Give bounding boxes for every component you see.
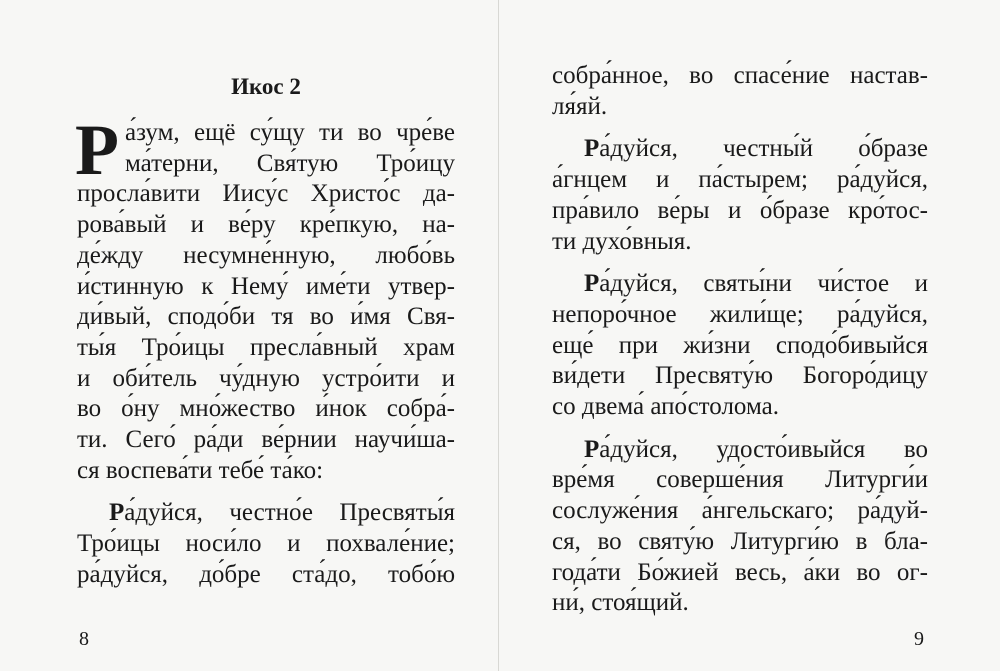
text-line: еще́ при жи́зни сподо́бивыйся: [552, 331, 928, 359]
initial-letter: Р: [584, 435, 600, 463]
text-line: года́ти Бо́жией весь, а́ки во ог-: [552, 558, 928, 586]
text-line: ля́яй.: [552, 92, 608, 120]
text-line: вре́мя соверше́ния Литурги́и: [552, 466, 928, 494]
text-line: ти духо́вныя.: [552, 227, 692, 255]
text-line: и оби́тель чу́дную устро́ити и: [77, 364, 455, 392]
right-text-column: [552, 61, 928, 631]
text-line: непоро́чное жили́ще; ра́дуйся,: [552, 300, 928, 328]
text-line: ты́я Тро́ицы пресла́вный храм: [77, 333, 455, 361]
text-line: со двема́ апо́столома.: [552, 393, 779, 421]
text-line: ти. Сего́ ра́ди ве́рнии научи́ша-: [77, 426, 455, 454]
left-text-column: [75, 110, 455, 603]
text-line: ви́дети Пресвяту́ю Богоро́дицу: [552, 362, 928, 390]
text-line: ра́дуйся, до́бре ста́до, тобо́ю: [77, 560, 455, 588]
page-number: 8: [79, 628, 89, 650]
text-line: ся, во святу́ю Литурги́ю в бла-: [552, 527, 928, 555]
text-line: ни́, стоя́щий.: [552, 589, 689, 617]
text-line: де́жду несумне́нную, любо́вь: [77, 241, 455, 269]
text-line: Ра́дуйся, честно́е Пресвяты́я: [109, 499, 455, 527]
text-line: во о́ну мно́жество и́нок собра́-: [77, 395, 455, 423]
ikos-paragraph: [75, 110, 455, 486]
text-line: просла́вити Иису́с Христо́с да-: [77, 180, 455, 208]
text-line: собра́нное, во спасе́ние настав-: [552, 62, 928, 89]
drop-cap: Р: [75, 110, 119, 190]
rejoice-paragraph: [552, 435, 928, 619]
text-line: сослуже́ния а́нгельскаго; ра́дуй-: [552, 497, 928, 525]
page-number: 9: [914, 628, 924, 650]
rejoice-paragraph: [77, 498, 455, 590]
rejoice-paragraph: [552, 269, 928, 423]
text-line: Ра́дуйся, святы́ни чи́стое и: [584, 270, 928, 298]
text-line: Ра́дуйся, удосто́ивыйся во: [584, 435, 928, 463]
text-line: а́гнцем и па́стырем; ра́дуйся,: [552, 166, 928, 194]
ikos-heading: Икос 2: [231, 74, 301, 99]
right-page: [499, 0, 1000, 671]
text-line: Тро́ицы носи́ло и похвале́ние;: [77, 530, 455, 558]
text-line: а́зум, ещё су́щу ти во чре́ве: [124, 119, 455, 146]
text-line: пра́вило ве́ры и о́бразе кро́тос-: [552, 196, 928, 224]
initial-letter: Р: [109, 499, 125, 527]
text-line: и́стинную к Нему́ име́ти утвер-: [77, 272, 455, 300]
initial-letter: Р: [584, 270, 600, 298]
continuation-paragraph: [552, 61, 928, 122]
rejoice-paragraph: [552, 134, 928, 257]
text-line: Ра́дуйся, честны́й о́бразе: [584, 135, 928, 163]
text-line: ма́терни, Свя́тую Тро́ицу: [124, 149, 455, 177]
text-line: ся воспева́ти тебе́ та́ко:: [77, 456, 324, 484]
initial-letter: Р: [584, 135, 600, 163]
text-line: ди́вый, сподо́би тя во и́мя Свя-: [77, 303, 455, 331]
text-line: рова́вый и ве́ру кре́пкую, на-: [77, 211, 455, 239]
left-page: [0, 0, 499, 671]
